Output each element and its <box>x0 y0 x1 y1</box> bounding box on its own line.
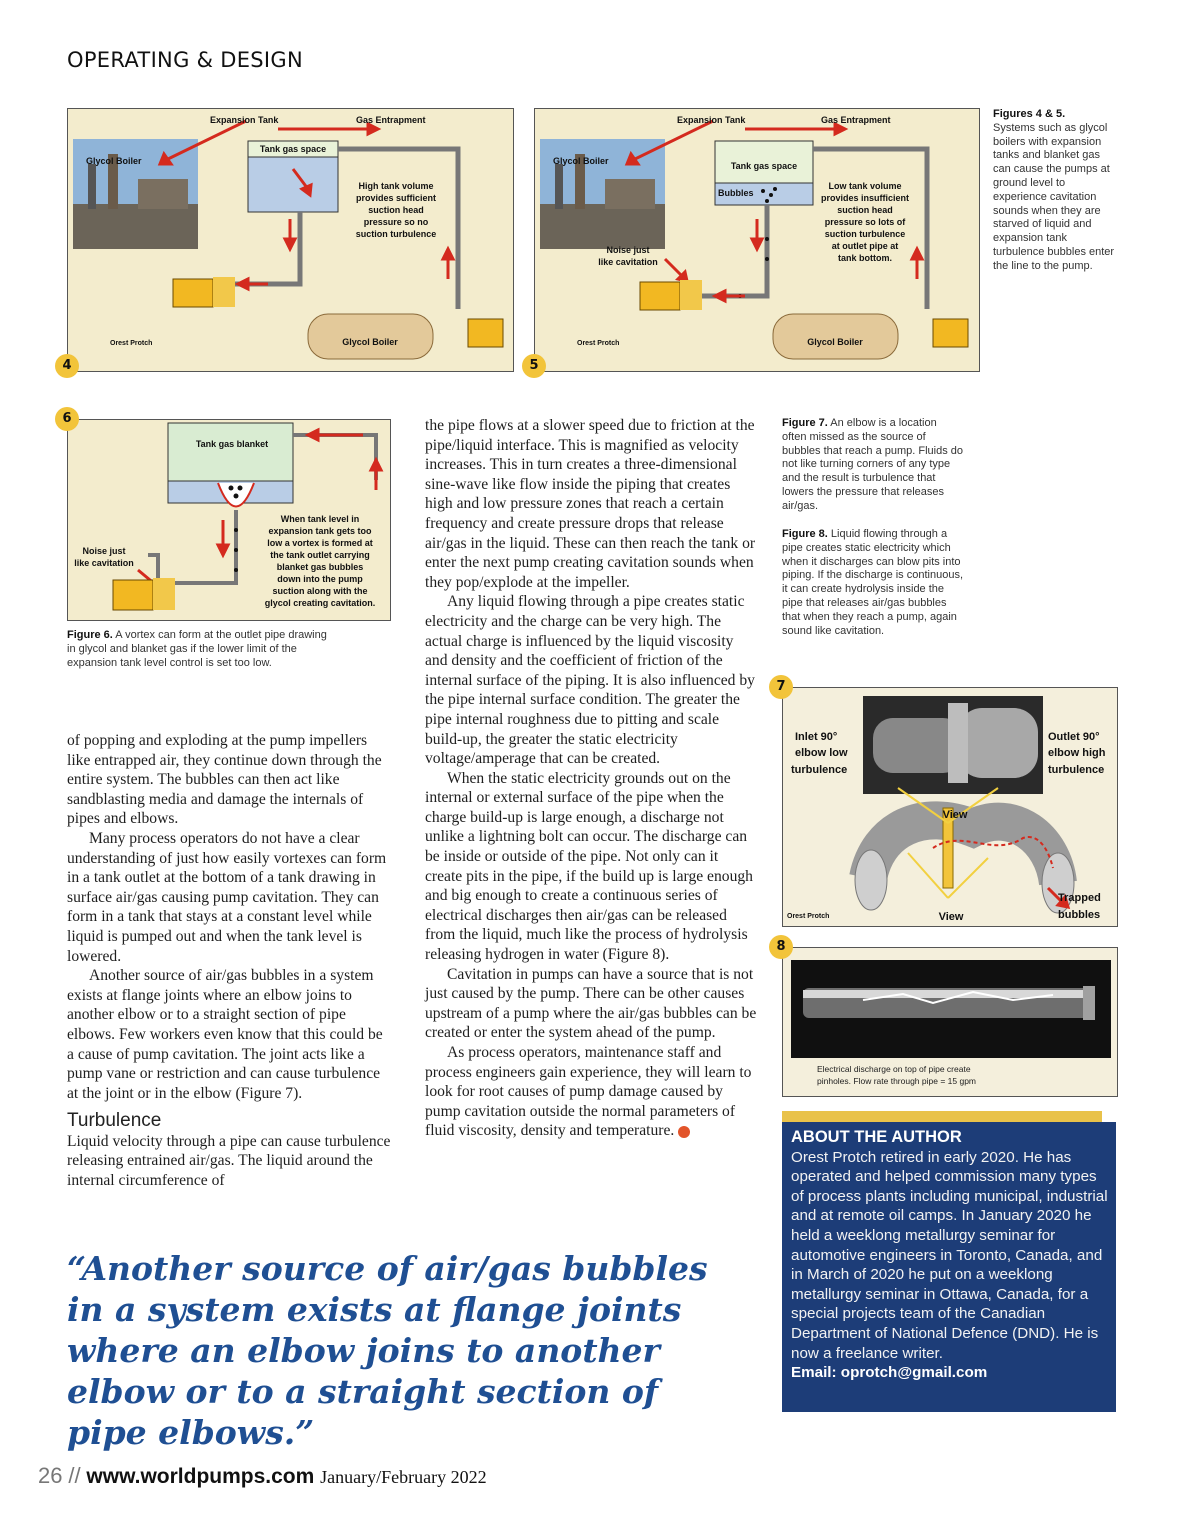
note-line: provides insufficient <box>820 193 910 203</box>
label-expansion-tank: Expansion Tank <box>210 115 279 125</box>
figure-7 <box>782 687 1118 927</box>
note-line: pressure so lots of <box>824 217 906 227</box>
note-line: tank bottom. <box>838 253 892 263</box>
noise-label: like cavitation <box>74 558 134 568</box>
label-gas-entrapment: Gas Entrapment <box>821 115 891 125</box>
noise-label: like cavitation <box>598 257 658 267</box>
view-label-bottom: View <box>938 911 964 923</box>
label-tank-gas-space: Tank gas space <box>259 144 327 154</box>
note-line: down into the pump <box>277 574 363 584</box>
figure-8-number: 8 <box>769 935 793 959</box>
paragraph: the pipe flows at a slower speed due to friction at the pipe/liquid interface. This is magnified as velocity increases. This in turn creates a three-dimensional sine-wave like flow inside the piping that creates high and low pressure zones that reach a certain frequency and create pressure drops that release air/gas in the liquid. These can then reach the tank or enter the next pump creating cavitation sounds when they pop/explode at the impeller. <box>425 417 756 591</box>
caption-title: Figure 8. <box>782 528 828 540</box>
photo-caption: Electrical discharge on top of pipe create <box>817 1064 971 1074</box>
figure-4-number: 4 <box>55 354 79 378</box>
note-line: glycol creating cavitation. <box>264 598 376 608</box>
caption-text: Systems such as glycol boilers with expansion tanks and blanket gas can cause the pumps at ground level to experience cavitation sounds when they are starved of liquid and expansion tank turbulence bubbles enter the line to the pump. <box>993 121 1115 272</box>
pull-quote: “Another source of air/gas bubbles in a system exists at flange joints where an elbow joins to another elbow or to a straight section of pipe elbows.” <box>67 1249 708 1452</box>
footer <box>38 1463 487 1489</box>
noise-label: Noise just <box>82 546 126 556</box>
label-glycol-boiler: Glycol Boiler <box>553 156 609 166</box>
note-line: pressure so no <box>363 217 429 227</box>
about-author-bio: Orest Protch retired in early 2020. He has operated and helped commission many types of process plants including municipal, industrial and at remote oil camps. In January 2020 he held a weeklong metallurgy seminar for automotive engineers in Toronto, Canada, and in March of 2020 he put on a weeklong metallurgy seminar in Ottawa, Canada, for a special projects team of the Canadian Department of National Defence (DND). He is now a freelance writer. <box>791 1148 1108 1362</box>
caption-title: Figure 6. <box>67 629 113 641</box>
figure-4 <box>67 108 514 372</box>
note-line: suction head <box>368 205 424 215</box>
label-glycol-boiler-bottom: Glycol Boiler <box>342 337 398 347</box>
note-line: provides sufficient <box>355 193 437 203</box>
body-column-1 <box>67 731 393 1191</box>
footer-url[interactable]: www.worldpumps.com <box>86 1465 315 1488</box>
label-expansion-tank: Expansion Tank <box>677 115 746 125</box>
figure-5-diagram <box>535 109 979 371</box>
paragraph: Any liquid flowing through a pipe creates static electricity and the charge can be very high. The actual charge is influenced by the liquid viscosity and density and the coefficient of friction of the internal surface of the piping. It is also influenced by the pipe internal surface condition. The greater the pipe internal roughness due to pitting and scale build-up, the greater the static electricity voltage/amperage that can be created. <box>425 593 755 768</box>
caption-text: An elbow is a location often missed as the source of bubbles that reach a pump. Fluids do not like turning corners of any type and the result is turbulence that lowers the pressure that releases air/gas. <box>782 417 964 512</box>
outlet-label: turbulence <box>1048 764 1105 776</box>
credit: Orest Protch <box>787 913 830 920</box>
noise-label: Noise just <box>606 245 650 255</box>
figure-7-number: 7 <box>769 675 793 699</box>
paragraph: of popping and exploding at the pump impellers like entrapped air, they continue down through the entire system. The bubbles can then act like sandblasting media and damage the internals of pipes and elbows. <box>67 732 382 828</box>
figure-7-diagram <box>783 688 1117 926</box>
author-box-accent <box>782 1111 1102 1122</box>
figure-8-diagram <box>783 948 1117 1096</box>
paragraph: Another source of air/gas bubbles in a system exists at flange joints where an elbow joins to another elbow or to a straight section of pipe elbows. Few workers even know that this could be a cause of pump cavitation. The joint acts like a pump vane or restriction and can cause turbulence at the joint or in the elbow (Figure 7). <box>67 967 383 1102</box>
trapped-label: Trapped <box>1058 892 1101 904</box>
outlet-label: Outlet 90° <box>1048 731 1100 743</box>
note-line: at outlet pipe at <box>831 241 899 251</box>
figure-8 <box>782 947 1118 1097</box>
footer-separator: // <box>68 1463 81 1488</box>
inlet-label: elbow low <box>795 747 848 759</box>
note-line: expansion tank gets too <box>268 526 372 536</box>
figure-7-caption <box>782 417 964 514</box>
about-author-title: ABOUT THE AUTHOR <box>791 1128 962 1146</box>
photo-caption: pinholes. Flow rate through pipe = 15 gpm <box>817 1076 977 1086</box>
caption-title: Figure 7. <box>782 417 828 429</box>
label-bubbles: Bubbles <box>718 188 754 198</box>
label-glycol-boiler-bottom: Glycol Boiler <box>807 337 863 347</box>
paragraph: When the static electricity grounds out on the internal or external surface of the pipe when the charge build-up is large enough, a discharge not unlike a lightning bolt can occur. The discharge can be inside or outside of the pipe. Not only can it create pits in the pipe, if the build up is large enough and big enough to create a continuous series of electrical discharges then air/gas can be released from the liquid, much like the process of hydrolysis releasing hydrogen in water (Figure 8). <box>425 769 753 964</box>
label-tank-gas-space: Tank gas space <box>730 161 798 171</box>
figure-6 <box>67 419 391 621</box>
label-glycol-boiler: Glycol Boiler <box>86 156 142 166</box>
caption-text: A vortex can form at the outlet pipe drawing in glycol and blanket gas if the lower limit of the expansion tank level control is set too low. <box>67 629 327 669</box>
figure-6-diagram <box>68 420 390 620</box>
note-line: suction along with the <box>272 586 368 596</box>
trapped-label: bubbles <box>1058 909 1101 921</box>
body-column-2 <box>425 416 758 1141</box>
paragraph <box>425 1043 758 1141</box>
figure-5 <box>534 108 980 372</box>
caption-text: Liquid flowing through a pipe creates static electricity which when it discharges can blow pits into piping. If the discharge is continuous, it can create hydrolysis inside the pipe that releases air/gas bubbles that when they reach a pump, again sound like cavitation. <box>782 528 964 637</box>
label-tank-gas-blanket: Tank gas blanket <box>195 439 269 449</box>
credit: Orest Protch <box>577 340 620 347</box>
figure-5-number: 5 <box>522 354 546 378</box>
figure-6-number: 6 <box>55 407 79 431</box>
figure-4-diagram <box>68 109 513 371</box>
view-label-top: View <box>942 809 968 821</box>
label-gas-entrapment: Gas Entrapment <box>356 115 426 125</box>
note-line: High tank volume <box>358 181 434 191</box>
note-line: suction turbulence <box>355 229 437 239</box>
credit: Orest Protch <box>110 340 153 347</box>
subhead-turbulence: Turbulence <box>67 1110 162 1132</box>
note-line: the tank outlet carrying <box>270 550 370 560</box>
figure-4-5-caption <box>993 108 1117 274</box>
inlet-label: turbulence <box>791 764 848 776</box>
note-line: Low tank volume <box>828 181 902 191</box>
figure-8-caption <box>782 528 964 638</box>
footer-date: January/February 2022 <box>320 1467 487 1487</box>
note-line: blanket gas bubbles <box>276 562 364 572</box>
caption-title: Figures 4 & 5. <box>993 108 1066 120</box>
figure-6-caption <box>67 629 329 670</box>
note-line: When tank level in <box>280 514 360 524</box>
page-number: 26 <box>38 1463 63 1488</box>
note-line: low a vortex is formed at <box>267 538 373 548</box>
author-email: Email: oprotch@gmail.com <box>791 1364 988 1382</box>
inlet-label: Inlet 90° <box>795 731 838 743</box>
section-title: OPERATING & DESIGN <box>67 48 304 72</box>
note-line: suction head <box>837 205 893 215</box>
paragraph-text: As process operators, maintenance staff and process engineers gain experience, they will learn to look for root causes of pump damage caused by pump cavitation outside the normal parameters of fluid viscosity, density and temperature. <box>425 1044 752 1140</box>
about-author-box <box>782 1122 1116 1412</box>
note-line: suction turbulence <box>824 229 906 239</box>
outlet-label: elbow high <box>1048 747 1106 759</box>
paragraph: Cavitation in pumps can have a source that is not just caused by the pump. There can be other causes upstream of a pump where the air/gas bubbles can be created or enter the system ahead of the pump. <box>425 965 757 1042</box>
paragraph: Liquid velocity through a pipe can cause turbulence releasing entrained air/gas. The liquid around the internal circumference of <box>67 1132 391 1190</box>
paragraph: Many process operators do not have a clear understanding of just how easily vortexes can form in a tank outlet at the bottom of a tank drawing in surface air/gas causing pump cavitation. They can form in a tank that stays at a constant level while liquid is pumped out and when the tank level is lowered. <box>67 829 387 965</box>
end-mark-icon <box>678 1126 690 1138</box>
